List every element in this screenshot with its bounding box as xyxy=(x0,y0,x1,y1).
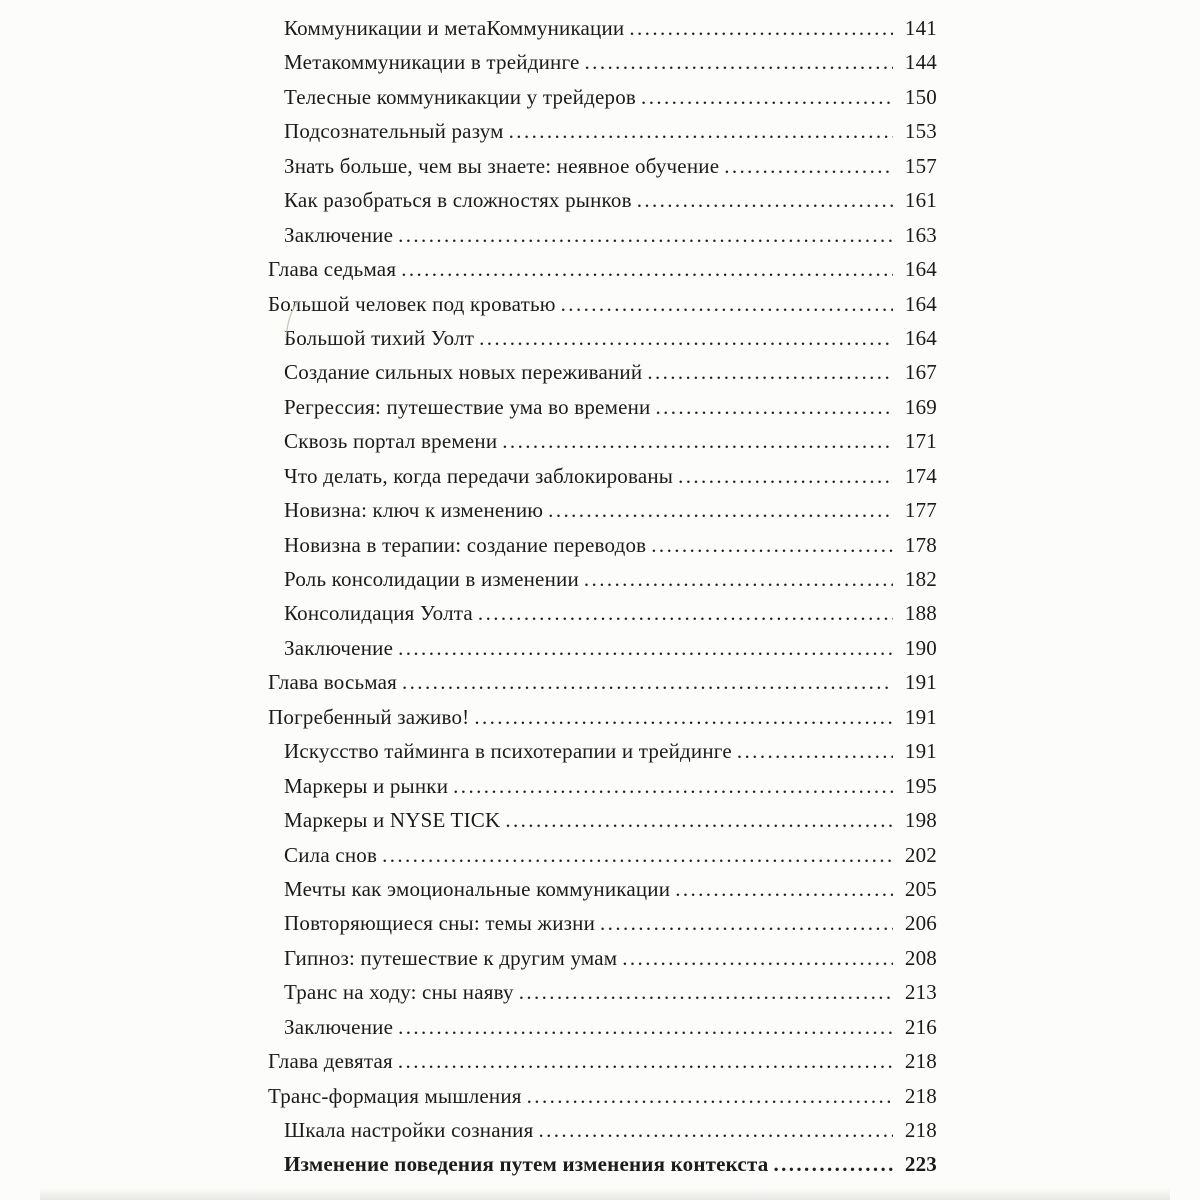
toc-entry xyxy=(268,975,937,1009)
toc-entry-title: Роль консолидации в изменении xyxy=(284,567,579,591)
toc-entry-page-number: 171 xyxy=(904,429,937,454)
toc-entry xyxy=(268,218,937,252)
toc-entry-title: Создание сильных новых переживаний xyxy=(284,360,643,385)
toc-entry-page-number: 206 xyxy=(904,911,937,936)
toc-entry-title: Новизна: ключ к изменению xyxy=(284,498,544,523)
toc-entry xyxy=(268,1113,937,1147)
toc-entry xyxy=(268,493,937,527)
toc-entry xyxy=(268,45,937,79)
toc-dot-leader xyxy=(637,183,893,217)
toc-entry-title: Сила снов xyxy=(284,842,378,867)
toc-entry-page-number: 169 xyxy=(904,394,937,419)
toc-entry-page-number: 191 xyxy=(904,739,937,764)
toc-entry xyxy=(268,80,937,114)
toc-entry-page-number: 205 xyxy=(904,876,937,901)
toc-entry xyxy=(268,872,937,906)
toc-entry xyxy=(268,1010,937,1044)
toc-dot-leader xyxy=(538,1113,893,1147)
toc-entry-page-number: 164 xyxy=(904,291,937,316)
toc-entry-page-number: 208 xyxy=(904,945,937,970)
toc-entry-title: Повторяющиеся сны: темы жизни xyxy=(284,911,596,936)
toc-entry xyxy=(268,355,937,389)
toc-entry-title: Сквозь портал времени xyxy=(284,429,498,454)
toc-dot-leader xyxy=(382,838,893,872)
toc-entry-title: Заключение xyxy=(284,222,394,247)
toc-dot-leader xyxy=(478,596,893,630)
toc-entry-page-number: 216 xyxy=(904,1014,937,1039)
toc-entry xyxy=(268,321,937,355)
toc-entry-title: Погребенный заживо! xyxy=(268,704,470,729)
toc-entry xyxy=(268,1044,937,1078)
toc-dot-leader xyxy=(655,390,893,424)
toc-dot-leader xyxy=(651,528,893,562)
toc-entry-page-number: 195 xyxy=(904,773,937,798)
toc-entry-title: Глава седьмая xyxy=(268,257,397,282)
toc-entry-page-number: 164 xyxy=(904,325,937,350)
toc-entry-page-number: 198 xyxy=(904,808,937,833)
toc-entry-title: Новизна в терапии: создание переводов xyxy=(284,532,647,557)
toc-entry-title: Что делать, когда передачи заблокированы xyxy=(284,463,674,488)
toc-entry-title: Заключение xyxy=(284,1014,394,1039)
toc-entry-page-number: 213 xyxy=(904,980,937,1005)
toc-entry xyxy=(268,528,937,562)
toc-dot-leader xyxy=(675,872,893,906)
toc-entry-title: Подсознательный разум xyxy=(284,119,504,144)
toc-dot-leader xyxy=(678,459,893,493)
toc-entry xyxy=(268,114,937,148)
toc-entry xyxy=(268,149,937,183)
toc-entry-page-number: 182 xyxy=(904,567,937,591)
toc-dot-leader xyxy=(474,700,893,734)
toc-dot-leader xyxy=(724,149,893,183)
toc-dot-leader xyxy=(737,734,893,768)
toc-entry-title: Метакоммуникации в трейдинге xyxy=(284,50,580,75)
toc-entry-page-number: 191 xyxy=(904,670,937,695)
toc-entry-title: Консолидация Уолта xyxy=(284,601,473,626)
toc-dot-leader xyxy=(641,80,893,114)
toc-entry xyxy=(268,631,937,665)
toc-entry-page-number: 161 xyxy=(904,188,937,213)
toc-entry xyxy=(268,734,937,768)
toc-dot-leader xyxy=(773,1147,893,1181)
toc-entry-page-number: 202 xyxy=(904,842,937,867)
toc-dot-leader xyxy=(398,631,893,665)
toc-entry xyxy=(268,838,937,872)
toc-dot-leader xyxy=(585,45,893,79)
toc-entry xyxy=(268,941,937,975)
toc-entry-title: Как разобраться в сложностях рынков xyxy=(284,188,632,213)
toc-entry xyxy=(268,803,937,837)
toc-entry-title: Заключение xyxy=(284,635,394,660)
toc-entry xyxy=(268,424,937,458)
toc-dot-leader xyxy=(479,321,893,355)
toc-entry xyxy=(268,700,937,734)
toc-entry-page-number: 218 xyxy=(904,1083,937,1108)
toc-dot-leader xyxy=(398,1044,893,1078)
toc-entry xyxy=(268,390,937,424)
toc-entry-title: Маркеры и NYSE TICK xyxy=(284,808,501,833)
toc-entry-page-number: 223 xyxy=(904,1152,937,1177)
toc-dot-leader xyxy=(622,941,893,975)
toc-entry-title: Маркеры и рынки xyxy=(284,773,449,798)
toc-entry xyxy=(268,562,937,596)
toc-entry-title: Коммуникации и метаКоммуникации xyxy=(284,16,625,40)
toc-entry xyxy=(268,287,937,321)
toc-entry xyxy=(268,1147,937,1181)
toc-dot-leader xyxy=(398,218,893,252)
toc-entry-title: Изменение поведения путем изменения контекста xyxy=(284,1152,769,1177)
toc-entry-title: Шкала настройки сознания xyxy=(284,1118,534,1142)
toc-dot-leader xyxy=(398,1010,893,1044)
toc-entry-page-number: 218 xyxy=(904,1118,937,1142)
toc-entry-title: Глава девятая xyxy=(268,1049,393,1074)
toc-entry xyxy=(268,459,937,493)
toc-entry-title: Транс-формация мышления xyxy=(268,1083,522,1108)
toc-entry-title: Большой человек под кроватью xyxy=(268,291,556,316)
toc-dot-leader xyxy=(600,906,893,940)
toc-entry xyxy=(268,11,937,45)
toc-entry-title: Транс на ходу: сны наяву xyxy=(284,980,514,1005)
toc-entry-page-number: 218 xyxy=(904,1049,937,1074)
toc-entry xyxy=(268,1079,937,1113)
toc-dot-leader xyxy=(401,252,893,286)
toc-entry-page-number: 177 xyxy=(904,498,937,523)
toc-entry xyxy=(268,769,937,803)
toc-dot-leader xyxy=(402,665,893,699)
toc-entry-title: Глава восьмая xyxy=(268,670,397,695)
toc-entry-page-number: 150 xyxy=(904,84,937,109)
toc-dot-leader xyxy=(519,975,893,1009)
toc-dot-leader xyxy=(509,114,893,148)
toc-entry-page-number: 188 xyxy=(904,601,937,626)
toc-entry xyxy=(268,665,937,699)
toc-entry xyxy=(268,183,937,217)
toc-entry-page-number: 163 xyxy=(904,222,937,247)
toc-dot-leader xyxy=(647,355,893,389)
toc-dot-leader xyxy=(453,769,893,803)
toc-entry-title: Большой тихий Уолт xyxy=(284,325,475,350)
toc-dot-leader xyxy=(527,1079,893,1113)
toc-entry-title: Гипноз: путешествие к другим умам xyxy=(284,945,618,970)
toc-entry-title: Регрессия: путешествие ума во времени xyxy=(284,394,651,419)
toc-entry-page-number: 191 xyxy=(904,704,937,729)
toc-entry-title: Знать больше, чем вы знаете: неявное обучение xyxy=(284,153,720,178)
toc-entry-page-number: 164 xyxy=(904,257,937,282)
toc-dot-leader xyxy=(548,493,893,527)
toc-dot-leader xyxy=(629,11,893,45)
toc-entry xyxy=(268,596,937,630)
toc-dot-leader xyxy=(584,562,893,596)
toc-dot-leader xyxy=(505,803,893,837)
toc-entry-page-number: 141 xyxy=(904,16,937,40)
toc-entry-page-number: 190 xyxy=(904,635,937,660)
toc-entry-page-number: 174 xyxy=(904,463,937,488)
toc-entry-title: Искусство тайминга в психотерапии и трейдинге xyxy=(284,739,732,764)
toc-entry-page-number: 157 xyxy=(904,153,937,178)
toc-dot-leader xyxy=(502,424,893,458)
toc-entry-title: Телесные коммуникакции у трейдеров xyxy=(284,84,637,109)
toc-entry-page-number: 178 xyxy=(904,532,937,557)
toc-entry xyxy=(268,906,937,940)
toc-dot-leader xyxy=(561,287,893,321)
toc-entry xyxy=(268,252,937,286)
toc-list xyxy=(268,11,937,1182)
toc-entry-page-number: 144 xyxy=(904,50,937,75)
toc-entry-title: Мечты как эмоциональные коммуникации xyxy=(284,876,671,901)
toc-entry-page-number: 167 xyxy=(904,360,937,385)
toc-entry-page-number: 153 xyxy=(904,119,937,144)
